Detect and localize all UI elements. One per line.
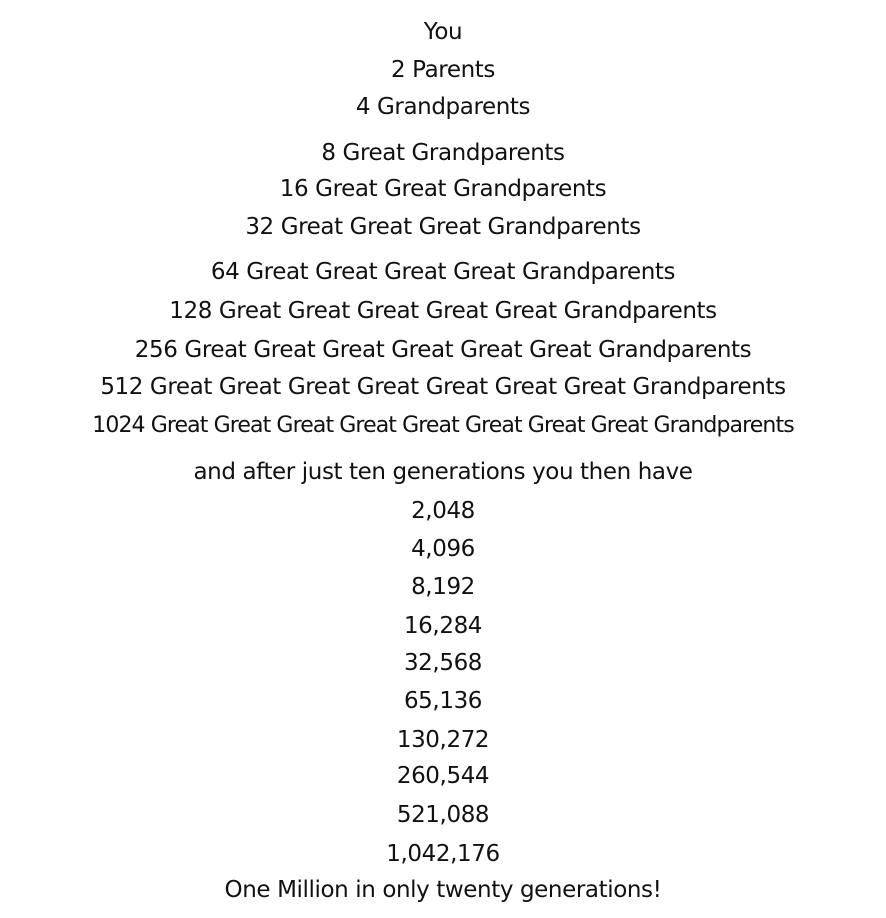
text-line-great-3: 32 Great Great Great Grandparents — [245, 214, 641, 240]
count-260544: 260,544 — [396, 763, 490, 789]
text-line-grandparents: 4 Grandparents — [355, 94, 531, 120]
text-line-great-7: 512 Great Great Great Great Great Great Great Grandparents — [100, 374, 786, 400]
count-32568: 32,568 — [403, 650, 483, 676]
text-line-great-6: 256 Great Great Great Great Great Great Grandparents — [134, 337, 752, 363]
text-line-great-2: 16 Great Great Grandparents — [279, 176, 607, 202]
count-16284: 16,284 — [403, 613, 483, 639]
count-1042176: 1,042,176 — [386, 841, 500, 867]
text-line-you: You — [423, 19, 463, 45]
count-8192: 8,192 — [411, 574, 475, 600]
count-65136: 65,136 — [403, 688, 483, 714]
text-line-great-5: 128 Great Great Great Great Great Grandparents — [169, 298, 717, 324]
text-line-parents: 2 Parents — [391, 57, 495, 83]
text-line-great-4: 64 Great Great Great Great Grandparents — [210, 259, 676, 285]
text-line-one-million: One Million in only twenty generations! — [224, 877, 662, 903]
count-2048: 2,048 — [411, 498, 475, 524]
count-4096: 4,096 — [411, 536, 475, 562]
text-line-great-8: 1024 Great Great Great Great Great Great Great Great Grandparents — [92, 413, 794, 438]
count-130272: 130,272 — [396, 727, 490, 753]
text-line-ten-generations: and after just ten generations you then have — [193, 459, 693, 485]
text-line-great-grandparents: 8 Great Grandparents — [321, 140, 565, 166]
count-521088: 521,088 — [396, 802, 490, 828]
